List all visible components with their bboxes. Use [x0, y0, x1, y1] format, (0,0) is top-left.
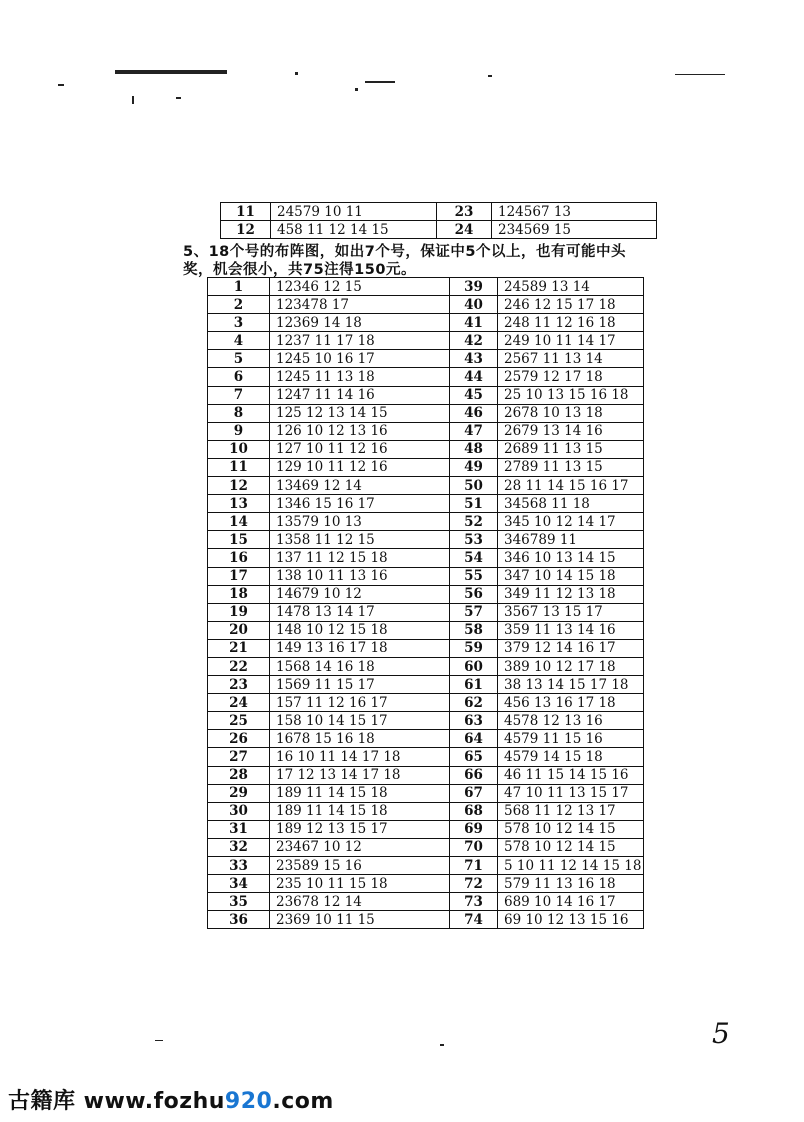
table-row	[208, 585, 644, 603]
row-number-right: 66	[450, 766, 498, 784]
table-row	[208, 296, 644, 314]
combination-right: 359 11 13 14 16	[498, 621, 644, 639]
row-number-right: 72	[450, 875, 498, 893]
combination-left: 23589 15 16	[270, 857, 450, 875]
row-number-right: 65	[450, 748, 498, 766]
row-number-left: 32	[208, 838, 270, 856]
combination-left: 137 11 12 15 18	[270, 549, 450, 567]
row-number-right: 59	[450, 639, 498, 657]
combination-right: 456 13 16 17 18	[498, 694, 644, 712]
combination-right: 234569 15	[492, 221, 657, 239]
row-number-right: 45	[450, 386, 498, 404]
row-number-left: 24	[208, 694, 270, 712]
table-row	[208, 314, 644, 332]
section-heading-line-1: 5、18个号的布阵图，如出7个号，保证中5个以上，也有可能中头	[183, 244, 626, 260]
table-row	[208, 477, 644, 495]
table-row	[208, 857, 644, 875]
row-number-right: 55	[450, 567, 498, 585]
table-row	[208, 748, 644, 766]
combination-right: 249 10 11 14 17	[498, 332, 644, 350]
table-row	[208, 549, 644, 567]
row-number-right: 54	[450, 549, 498, 567]
table-row	[208, 422, 644, 440]
table-row	[208, 712, 644, 730]
row-number-right: 47	[450, 422, 498, 440]
combination-left: 126 10 12 13 16	[270, 422, 450, 440]
combination-right: 47 10 11 13 15 17	[498, 784, 644, 802]
row-number-right: 23	[437, 203, 492, 221]
row-number-left: 34	[208, 875, 270, 893]
row-number-left: 22	[208, 657, 270, 675]
row-number-left: 16	[208, 549, 270, 567]
row-number-left: 3	[208, 314, 270, 332]
scan-artifact	[488, 75, 492, 77]
row-number-left: 4	[208, 332, 270, 350]
row-number-left: 13	[208, 495, 270, 513]
combination-right: 346 10 13 14 15	[498, 549, 644, 567]
combination-right: 2679 13 14 16	[498, 422, 644, 440]
combination-left: 123478 17	[270, 296, 450, 314]
main-table	[207, 277, 644, 929]
row-number-left: 8	[208, 404, 270, 422]
row-number-left: 14	[208, 513, 270, 531]
combination-left: 458 11 12 14 15	[271, 221, 437, 239]
table-row	[221, 203, 657, 221]
row-number-right: 41	[450, 314, 498, 332]
table-row	[208, 603, 644, 621]
watermark	[8, 1084, 334, 1115]
row-number-right: 73	[450, 893, 498, 911]
combination-right: 379 12 14 16 17	[498, 639, 644, 657]
combination-right: 347 10 14 15 18	[498, 567, 644, 585]
table-row	[208, 730, 644, 748]
row-number-left: 29	[208, 784, 270, 802]
watermark-suffix: .com	[272, 1089, 334, 1114]
combination-left: 138 10 11 13 16	[270, 567, 450, 585]
table-row	[208, 784, 644, 802]
combination-left: 1478 13 14 17	[270, 603, 450, 621]
combination-left: 2369 10 11 15	[270, 911, 450, 929]
table-row	[208, 766, 644, 784]
row-number-right: 48	[450, 440, 498, 458]
row-number-left: 2	[208, 296, 270, 314]
row-number-right: 40	[450, 296, 498, 314]
row-number-left: 31	[208, 820, 270, 838]
row-number-left: 27	[208, 748, 270, 766]
combination-left: 1358 11 12 15	[270, 531, 450, 549]
scan-artifact	[115, 70, 227, 74]
combination-left: 1247 11 14 16	[270, 386, 450, 404]
combination-right: 69 10 12 13 15 16	[498, 911, 644, 929]
row-number-right: 39	[450, 278, 498, 296]
row-number-right: 57	[450, 603, 498, 621]
row-number-right: 58	[450, 621, 498, 639]
row-number-right: 61	[450, 676, 498, 694]
main-table-body	[208, 278, 644, 929]
row-number-left: 1	[208, 278, 270, 296]
table-row	[208, 875, 644, 893]
scan-artifact	[176, 97, 181, 99]
combination-left: 149 13 16 17 18	[270, 639, 450, 657]
combination-right: 349 11 12 13 18	[498, 585, 644, 603]
table-row	[208, 404, 644, 422]
combination-right: 2678 10 13 18	[498, 404, 644, 422]
section-heading-line-2: 奖，机会很小，共75注得150元。	[183, 262, 416, 278]
row-number-right: 71	[450, 857, 498, 875]
row-number-right: 60	[450, 657, 498, 675]
row-number-left: 10	[208, 440, 270, 458]
row-number-right: 67	[450, 784, 498, 802]
combination-right: 2789 11 13 15	[498, 458, 644, 476]
combination-right: 25 10 13 15 16 18	[498, 386, 644, 404]
combination-left: 148 10 12 15 18	[270, 621, 450, 639]
combination-left: 1678 15 16 18	[270, 730, 450, 748]
table-row	[208, 278, 644, 296]
combination-left: 1237 11 17 18	[270, 332, 450, 350]
table-row	[208, 893, 644, 911]
combination-right: 389 10 12 17 18	[498, 657, 644, 675]
combination-right: 24589 13 14	[498, 278, 644, 296]
combination-right: 3567 13 15 17	[498, 603, 644, 621]
combination-right: 579 11 13 16 18	[498, 875, 644, 893]
top-table	[220, 202, 657, 239]
row-number-left: 12	[208, 477, 270, 495]
table-row	[208, 531, 644, 549]
combination-left: 189 11 14 15 18	[270, 784, 450, 802]
row-number-left: 11	[208, 458, 270, 476]
combination-right: 2579 12 17 18	[498, 368, 644, 386]
table-row	[208, 458, 644, 476]
combination-left: 23467 10 12	[270, 838, 450, 856]
row-number-left: 7	[208, 386, 270, 404]
row-number-right: 56	[450, 585, 498, 603]
table-row	[208, 495, 644, 513]
combination-right: 4579 14 15 18	[498, 748, 644, 766]
page-number: 5	[712, 1017, 730, 1050]
combination-right: 46 11 15 14 15 16	[498, 766, 644, 784]
row-number-right: 68	[450, 802, 498, 820]
row-number-left: 36	[208, 911, 270, 929]
table-row	[208, 332, 644, 350]
combination-right: 38 13 14 15 17 18	[498, 676, 644, 694]
table-row	[208, 621, 644, 639]
row-number-right: 46	[450, 404, 498, 422]
combination-right: 124567 13	[492, 203, 657, 221]
row-number-left: 35	[208, 893, 270, 911]
combination-left: 12346 12 15	[270, 278, 450, 296]
table-row	[208, 838, 644, 856]
table-row	[208, 386, 644, 404]
combination-left: 12369 14 18	[270, 314, 450, 332]
row-number-right: 44	[450, 368, 498, 386]
combination-right: 689 10 14 16 17	[498, 893, 644, 911]
combination-left: 24579 10 11	[271, 203, 437, 221]
combination-left: 189 11 14 15 18	[270, 802, 450, 820]
row-number-left: 25	[208, 712, 270, 730]
row-number-right: 43	[450, 350, 498, 368]
row-number-left: 19	[208, 603, 270, 621]
row-number-left: 21	[208, 639, 270, 657]
combination-left: 1568 14 16 18	[270, 657, 450, 675]
table-row	[208, 657, 644, 675]
combination-left: 13579 10 13	[270, 513, 450, 531]
combination-left: 1245 10 16 17	[270, 350, 450, 368]
row-number-left: 12	[221, 221, 271, 239]
combination-left: 157 11 12 16 17	[270, 694, 450, 712]
combination-right: 5 10 11 12 14 15 18	[498, 857, 644, 875]
combination-right: 4578 12 13 16	[498, 712, 644, 730]
combination-left: 127 10 11 12 16	[270, 440, 450, 458]
row-number-right: 24	[437, 221, 492, 239]
scan-artifact	[58, 84, 64, 86]
combination-right: 34568 11 18	[498, 495, 644, 513]
row-number-left: 30	[208, 802, 270, 820]
table-row	[208, 802, 644, 820]
table-row	[208, 676, 644, 694]
combination-right: 578 10 12 14 15	[498, 820, 644, 838]
top-table-body	[221, 203, 657, 239]
table-row	[208, 567, 644, 585]
table-row	[208, 820, 644, 838]
row-number-right: 49	[450, 458, 498, 476]
table-row	[208, 639, 644, 657]
combination-left: 16 10 11 14 17 18	[270, 748, 450, 766]
table-row	[208, 513, 644, 531]
combination-left: 14679 10 12	[270, 585, 450, 603]
table-row	[208, 694, 644, 712]
row-number-right: 52	[450, 513, 498, 531]
combination-left: 189 12 13 15 17	[270, 820, 450, 838]
combination-left: 129 10 11 12 16	[270, 458, 450, 476]
combination-right: 28 11 14 15 16 17	[498, 477, 644, 495]
scan-artifact	[440, 1044, 444, 1046]
combination-left: 23678 12 14	[270, 893, 450, 911]
combination-right: 578 10 12 14 15	[498, 838, 644, 856]
combination-left: 1346 15 16 17	[270, 495, 450, 513]
table-row	[208, 350, 644, 368]
row-number-left: 17	[208, 567, 270, 585]
combination-right: 346789 11	[498, 531, 644, 549]
combination-right: 2689 11 13 15	[498, 440, 644, 458]
row-number-right: 50	[450, 477, 498, 495]
row-number-right: 69	[450, 820, 498, 838]
scan-artifact	[355, 88, 358, 91]
combination-left: 1245 11 13 18	[270, 368, 450, 386]
row-number-left: 9	[208, 422, 270, 440]
combination-left: 13469 12 14	[270, 477, 450, 495]
watermark-digits: 920	[224, 1089, 273, 1114]
row-number-right: 74	[450, 911, 498, 929]
combination-left: 158 10 14 15 17	[270, 712, 450, 730]
row-number-left: 15	[208, 531, 270, 549]
row-number-left: 5	[208, 350, 270, 368]
watermark-prefix: 古籍库 www.fozhu	[8, 1089, 225, 1114]
row-number-right: 63	[450, 712, 498, 730]
combination-right: 4579 11 15 16	[498, 730, 644, 748]
table-row	[208, 440, 644, 458]
row-number-left: 26	[208, 730, 270, 748]
row-number-left: 18	[208, 585, 270, 603]
table-row	[208, 911, 644, 929]
combination-right: 248 11 12 16 18	[498, 314, 644, 332]
combination-right: 246 12 15 17 18	[498, 296, 644, 314]
scan-artifact	[155, 1040, 163, 1041]
scan-artifact	[132, 96, 134, 104]
row-number-left: 28	[208, 766, 270, 784]
row-number-left: 20	[208, 621, 270, 639]
scan-artifact	[295, 72, 298, 75]
combination-left: 1569 11 15 17	[270, 676, 450, 694]
row-number-right: 51	[450, 495, 498, 513]
row-number-left: 23	[208, 676, 270, 694]
combination-right: 568 11 12 13 17	[498, 802, 644, 820]
row-number-right: 70	[450, 838, 498, 856]
table-row	[221, 221, 657, 239]
scan-artifact	[365, 81, 395, 83]
combination-left: 17 12 13 14 17 18	[270, 766, 450, 784]
row-number-left: 11	[221, 203, 271, 221]
combination-right: 345 10 12 14 17	[498, 513, 644, 531]
row-number-left: 33	[208, 857, 270, 875]
combination-left: 125 12 13 14 15	[270, 404, 450, 422]
row-number-right: 42	[450, 332, 498, 350]
row-number-right: 64	[450, 730, 498, 748]
row-number-right: 62	[450, 694, 498, 712]
scan-artifact	[675, 74, 725, 75]
row-number-right: 53	[450, 531, 498, 549]
table-row	[208, 368, 644, 386]
combination-left: 235 10 11 15 18	[270, 875, 450, 893]
row-number-left: 6	[208, 368, 270, 386]
combination-right: 2567 11 13 14	[498, 350, 644, 368]
